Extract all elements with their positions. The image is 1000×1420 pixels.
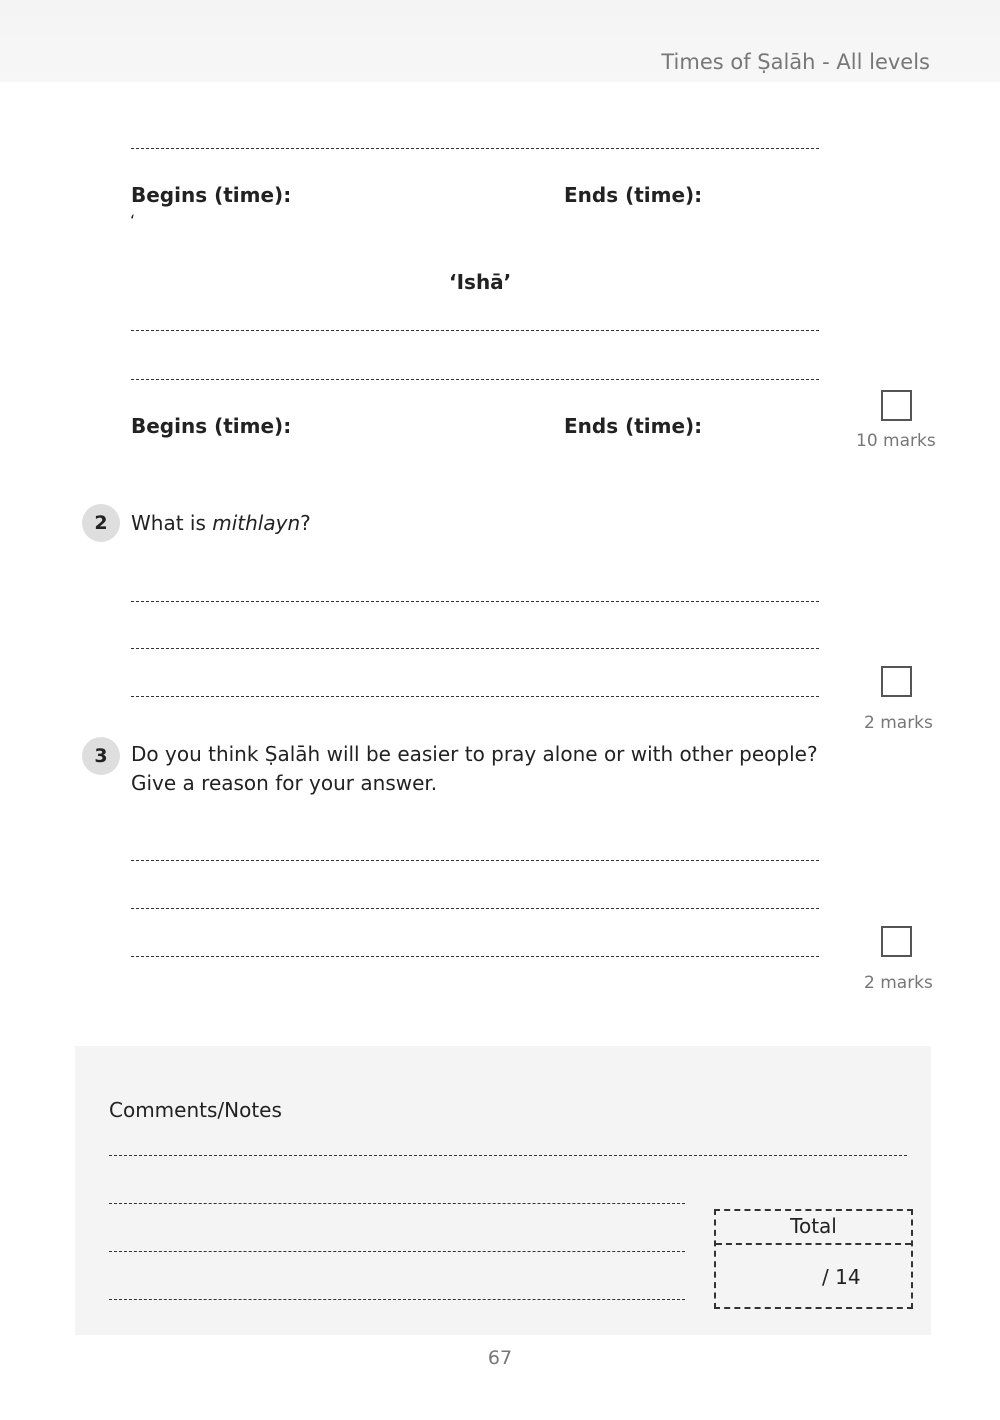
comment-line[interactable] <box>109 1299 685 1300</box>
answer-line[interactable] <box>131 601 819 602</box>
begins-time-label: Begins (time): <box>131 183 292 207</box>
marks-label: 2 marks <box>864 713 933 733</box>
marks-label: 10 marks <box>856 431 936 451</box>
answer-line[interactable] <box>131 648 819 649</box>
comment-line[interactable] <box>109 1203 685 1204</box>
answer-line[interactable] <box>131 956 819 957</box>
question-2-text <box>131 509 311 538</box>
page-header-title: Times of Ṣalāh - All levels <box>661 50 930 74</box>
ends-time-label: Ends (time): <box>564 183 703 207</box>
answer-line[interactable] <box>131 330 819 331</box>
total-label: Total <box>790 1214 837 1238</box>
comment-line[interactable] <box>109 1155 907 1156</box>
comments-title: Comments/Notes <box>109 1098 282 1122</box>
stray-mark: ‘ <box>130 211 136 230</box>
question-3-line-1: Do you think Ṣalāh will be easier to pray alone or with other people? <box>131 742 818 766</box>
marks-label: 2 marks <box>864 973 933 993</box>
question-number-badge: 2 <box>82 504 120 542</box>
answer-line[interactable] <box>131 379 819 380</box>
answer-line[interactable] <box>131 148 819 149</box>
isha-title: ‘Ishā’ <box>449 270 512 294</box>
comment-line[interactable] <box>109 1251 685 1252</box>
marks-checkbox[interactable] <box>881 666 912 697</box>
answer-line[interactable] <box>131 860 819 861</box>
answer-line[interactable] <box>131 908 819 909</box>
question-2-term: mithlayn <box>212 511 301 535</box>
question-2-prefix: What is <box>131 511 213 535</box>
total-score-box <box>714 1209 913 1309</box>
marks-checkbox[interactable] <box>881 390 912 421</box>
answer-line[interactable] <box>131 696 819 697</box>
ends-time-label: Ends (time): <box>564 414 703 438</box>
question-number-badge: 3 <box>82 737 120 775</box>
page-number: 67 <box>487 1347 513 1369</box>
question-3-line-2: Give a reason for your answer. <box>131 771 438 795</box>
total-divider <box>716 1243 911 1245</box>
question-2-suffix: ? <box>300 511 311 535</box>
marks-checkbox[interactable] <box>881 926 912 957</box>
total-score-field[interactable]: / 14 <box>822 1265 861 1289</box>
begins-time-label: Begins (time): <box>131 414 292 438</box>
